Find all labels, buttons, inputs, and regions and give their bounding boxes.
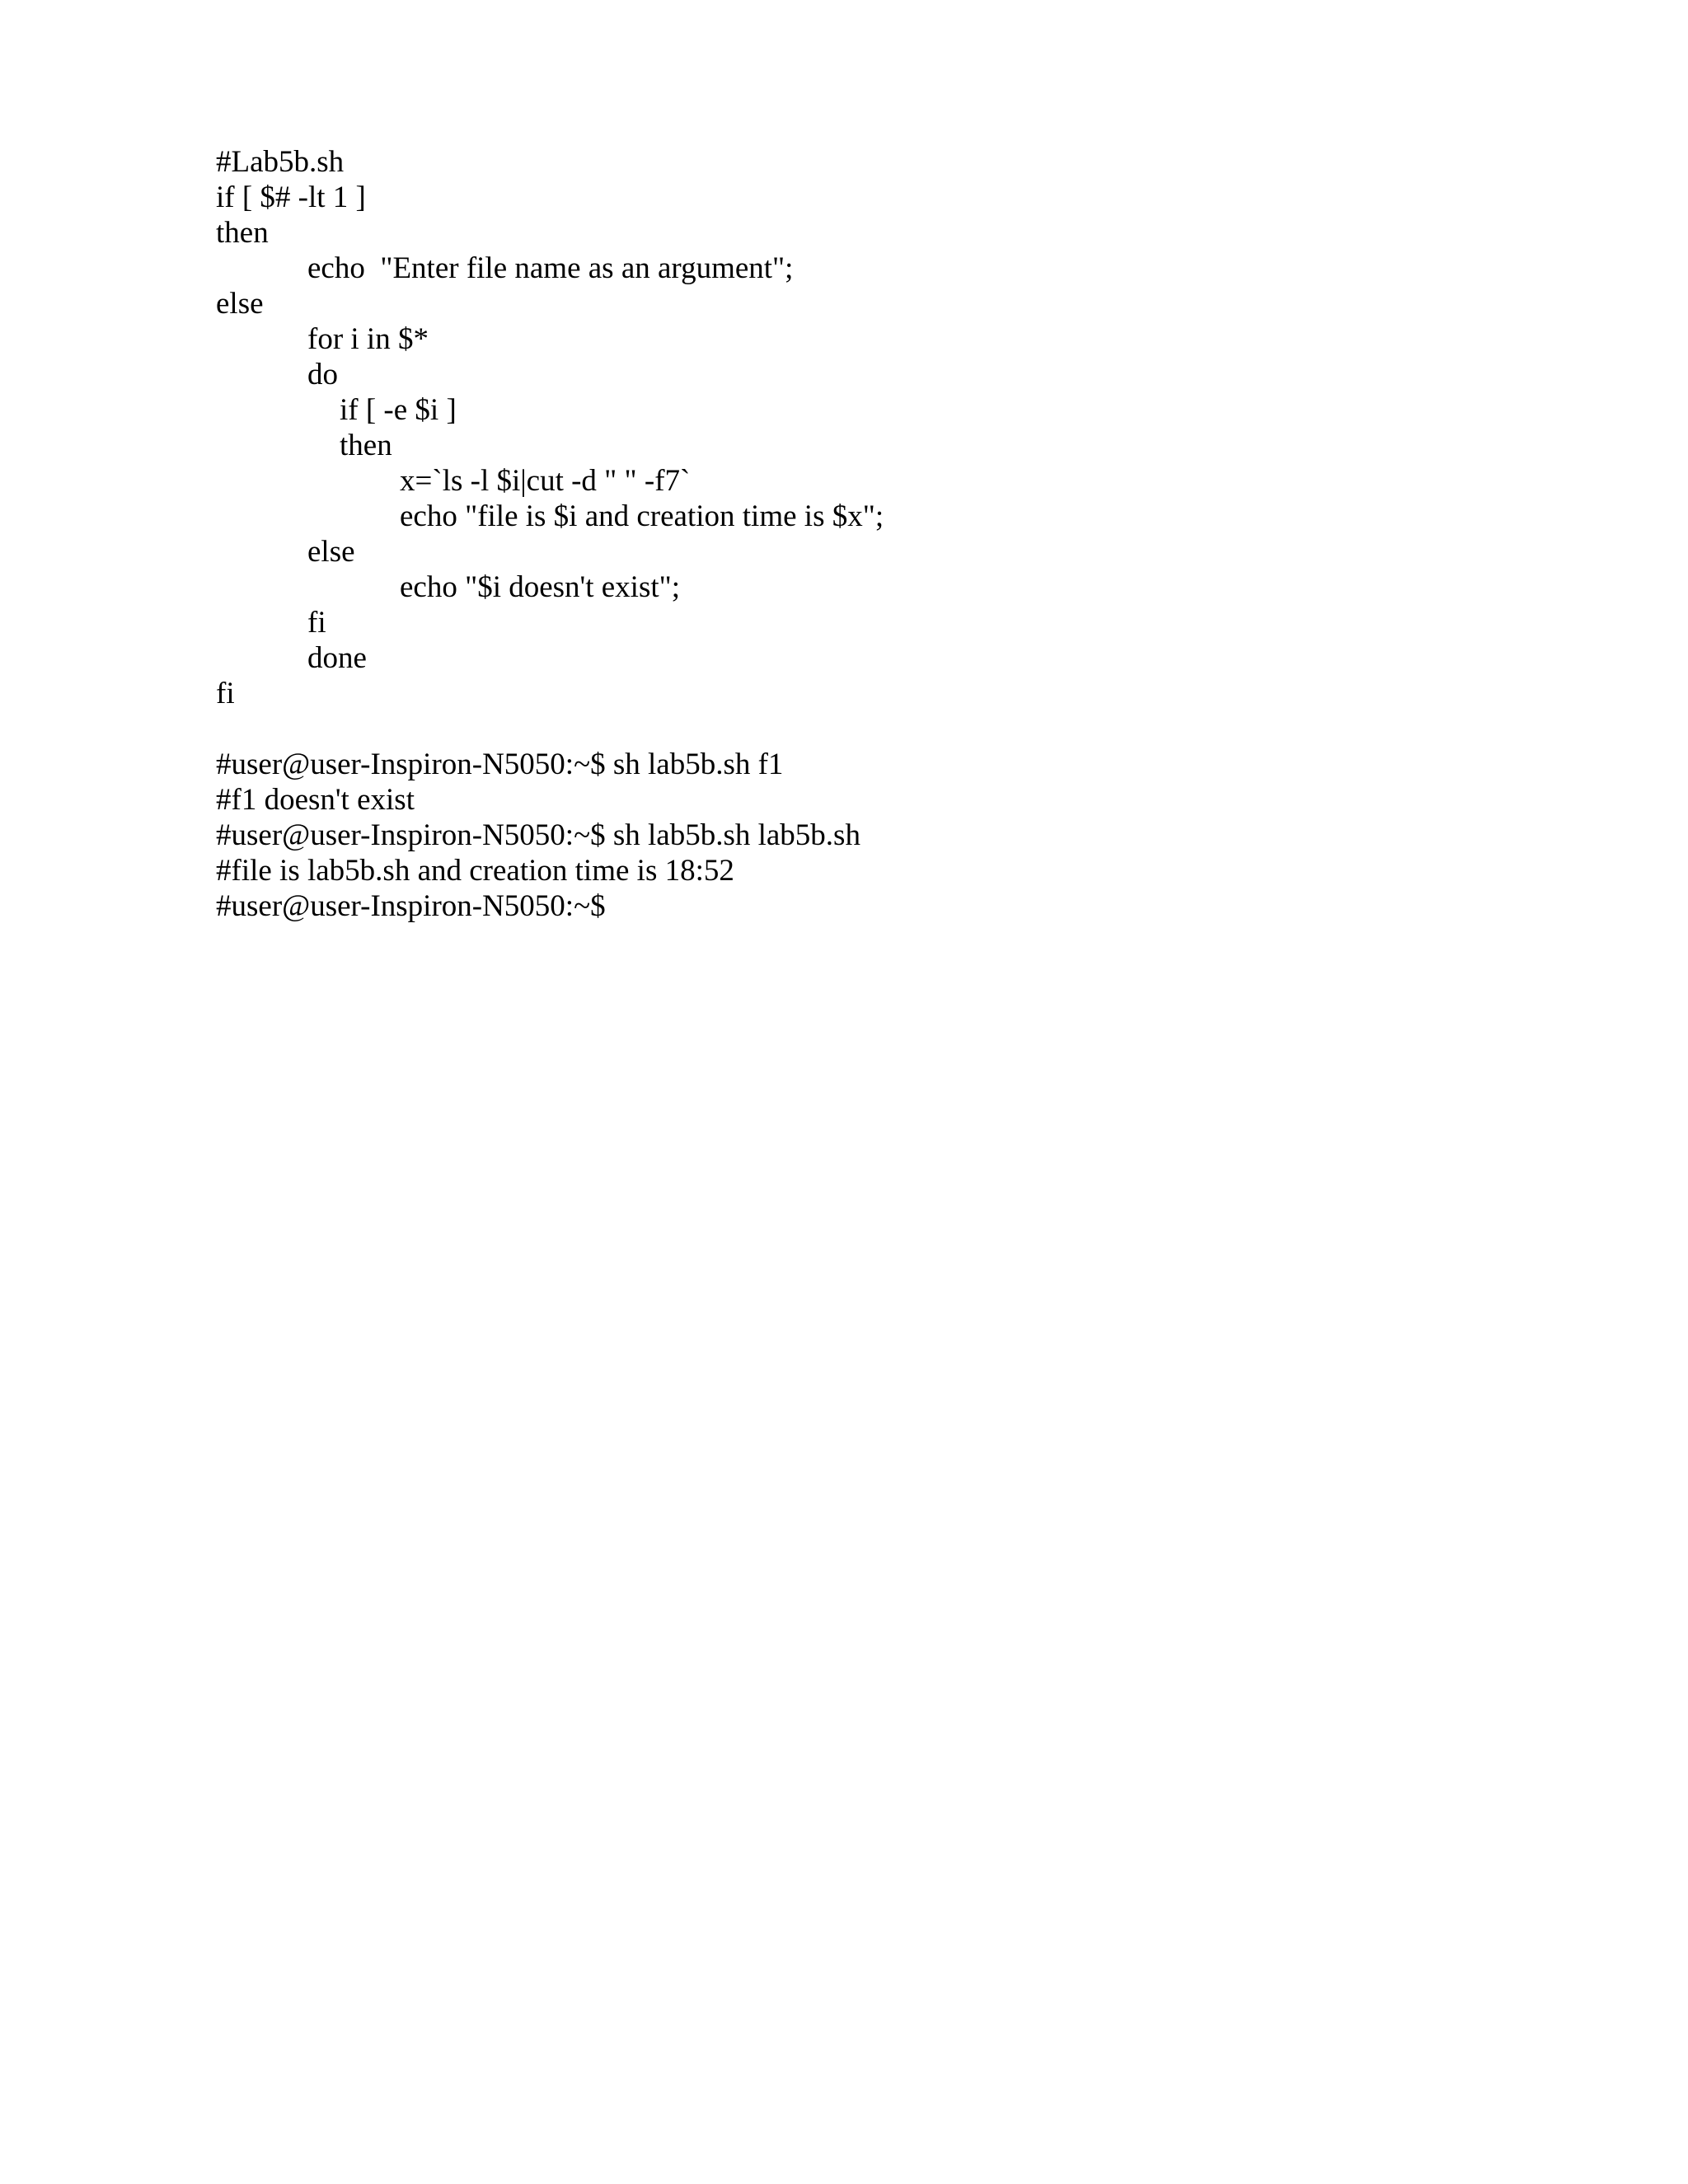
code-line: #Lab5b.sh [216, 145, 345, 179]
code-line: if [ $# -lt 1 ] [216, 180, 366, 214]
code-line: if [ -e $i ] [340, 393, 457, 427]
code-line: for i in $* [307, 322, 429, 356]
code-line: done [307, 641, 367, 675]
code-line: else [216, 287, 264, 321]
code-line: fi [307, 606, 326, 640]
code-line: echo "Enter file name as an argument"; [307, 251, 794, 285]
script-listing [216, 144, 1535, 924]
code-line: then [340, 429, 392, 462]
code-line: echo "$i doesn't exist"; [400, 570, 681, 604]
code-line: fi [216, 677, 235, 710]
output-line: #file is lab5b.sh and creation time is 18:52 [216, 854, 734, 888]
output-line: #f1 doesn't exist [216, 783, 415, 817]
code-line: echo "file is $i and creation time is $x"; [400, 499, 884, 533]
output-line: #user@user-Inspiron-N5050:~$ [216, 889, 606, 923]
code-line: do [307, 358, 338, 391]
code-line: x=`ls -l $i|cut -d " " -f7` [400, 464, 691, 498]
code-line: then [216, 216, 269, 250]
blank-line [216, 711, 1535, 747]
output-line: #user@user-Inspiron-N5050:~$ sh lab5b.sh f1 [216, 748, 784, 781]
output-line: #user@user-Inspiron-N5050:~$ sh lab5b.sh lab5b.sh [216, 818, 860, 852]
code-line: else [307, 535, 355, 569]
